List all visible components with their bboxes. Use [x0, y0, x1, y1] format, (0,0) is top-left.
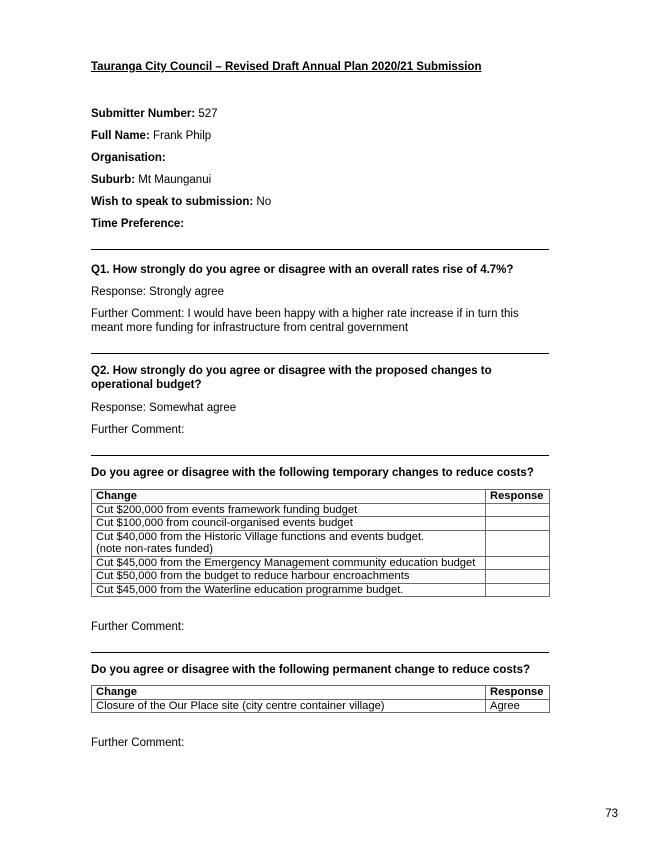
table-row — [92, 556, 550, 570]
full-name-field — [91, 129, 211, 143]
column-header-response: Response — [486, 686, 550, 700]
response-cell — [486, 570, 550, 584]
time-preference-field — [91, 217, 184, 231]
response-cell: Agree — [486, 699, 550, 713]
change-cell: Closure of the Our Place site (city centre container village) — [92, 699, 486, 713]
q1-question: Q1. How strongly do you agree or disagree with an overall rates rise of 4.7%? — [91, 264, 514, 276]
suburb-field — [91, 173, 211, 187]
change-cell: Cut $200,000 from events framework funding budget — [92, 503, 486, 517]
submitter-number-value: 527 — [198, 108, 218, 120]
speak-label: Wish to speak to submission: — [91, 196, 254, 208]
page-number: 73 — [605, 808, 618, 820]
full-name-value: Frank Philp — [153, 130, 212, 142]
suburb-label: Suburb: — [91, 174, 136, 186]
time-preference-label: Time Preference: — [91, 218, 185, 230]
submitter-number-label: Submitter Number: — [91, 108, 196, 120]
permanent-question: Do you agree or disagree with the following permanent change to reduce costs? — [91, 664, 530, 676]
change-cell: Cut $100,000 from council-organised events budget — [92, 517, 486, 531]
q1-comment: Further Comment: I would have been happy with a higher rate increase if in turn this meant more funding for infrastructure from central government — [91, 308, 519, 334]
change-cell: Cut $50,000 from the budget to reduce harbour encroachments — [92, 570, 486, 584]
organisation-field — [91, 151, 166, 165]
column-header-change: Change — [92, 490, 486, 504]
q2-comment: Further Comment: — [91, 424, 185, 436]
table-row — [92, 503, 550, 517]
table-row — [92, 699, 550, 713]
column-header-response: Response — [486, 490, 550, 504]
table-row — [92, 570, 550, 584]
response-cell — [486, 530, 550, 556]
column-header-change: Change — [92, 686, 486, 700]
change-line: Cut $40,000 from the Historic Village functions and events budget. — [96, 530, 425, 543]
change-cell — [92, 530, 486, 556]
full-name-label: Full Name: — [91, 130, 150, 142]
response-cell — [486, 583, 550, 597]
response-cell — [486, 517, 550, 531]
divider — [91, 455, 549, 456]
divider — [91, 249, 549, 250]
change-cell: Cut $45,000 from the Emergency Management community education budget — [92, 556, 486, 570]
temporary-question: Do you agree or disagree with the following temporary changes to reduce costs? — [91, 467, 534, 479]
temporary-comment: Further Comment: — [91, 621, 185, 633]
temporary-changes-table — [91, 489, 550, 597]
table-header-row — [92, 686, 550, 700]
speak-value: No — [256, 196, 272, 208]
table-header-row — [92, 490, 550, 504]
submitter-number-field — [91, 107, 218, 121]
permanent-change-table — [91, 685, 550, 713]
change-cell: Cut $45,000 from the Waterline education programme budget. — [92, 583, 486, 597]
speak-field — [91, 195, 271, 209]
q1-response: Response: Strongly agree — [91, 286, 224, 298]
q2-question: Q2. How strongly do you agree or disagree with the proposed changes to operational budget? — [91, 365, 492, 391]
table-row — [92, 517, 550, 531]
suburb-value: Mt Maunganui — [138, 174, 212, 186]
table-row — [92, 530, 550, 556]
document-title: Tauranga City Council – Revised Draft Annual Plan 2020/21 Submission — [91, 61, 482, 73]
organisation-label: Organisation: — [91, 152, 166, 164]
permanent-comment: Further Comment: — [91, 737, 185, 749]
divider — [91, 353, 549, 354]
divider — [91, 652, 549, 653]
change-note: (note non-rates funded) — [96, 543, 213, 555]
table-row — [92, 583, 550, 597]
response-cell — [486, 503, 550, 517]
q2-response: Response: Somewhat agree — [91, 402, 237, 414]
response-cell — [486, 556, 550, 570]
